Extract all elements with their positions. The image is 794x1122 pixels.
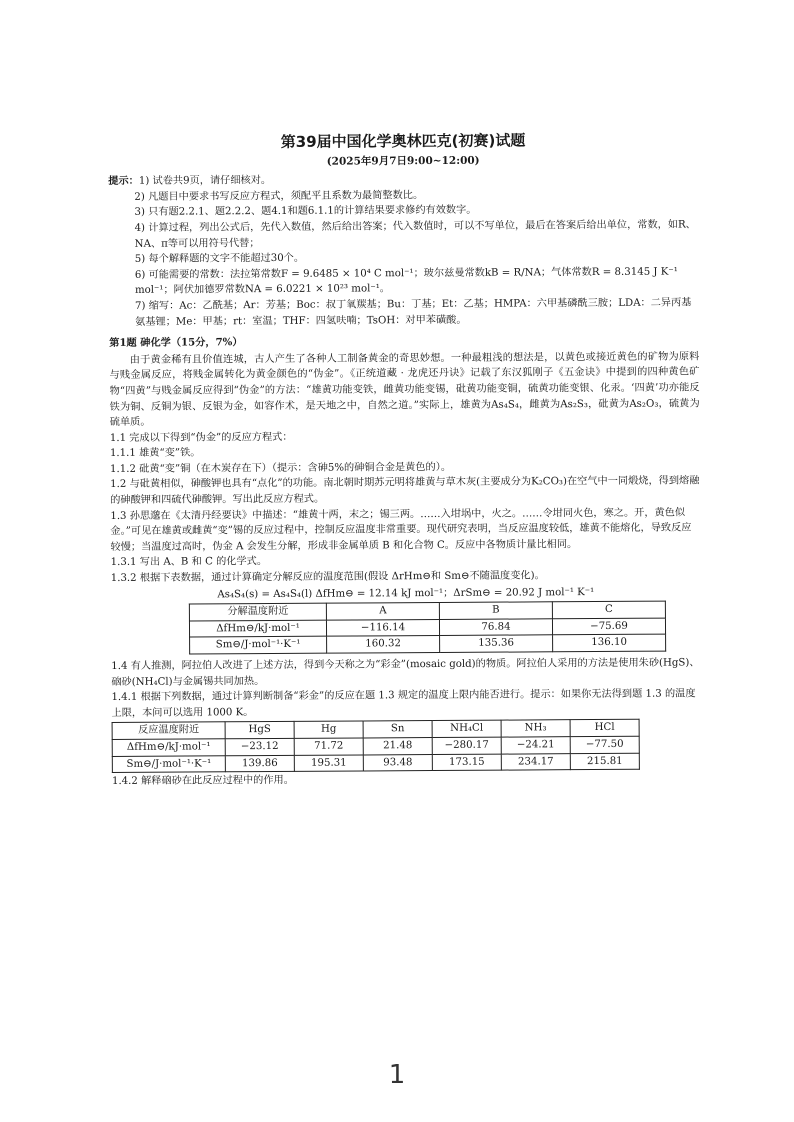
question-1-intro: 由于黄金稀有且价值连城，古人产生了各种人工制备黄金的奇思妙想。一种最粗浅的想法是，以黄色或接近黄色的矿物为原料与贱金属反应，将贱金属转化为黄金颜色的“伪金”。《正统道藏 · 龙虎还丹诀》记载了东汉狐刚子《五金诀》中提到的四种黄色矿物“四黄”与贱金属反应得到“伪金”的方法：“雄黄功能变铁，雌黄功能变锡，砒黄功能变铜，硫黄功能变银、化汞。‘四黄’功亦能反铁为铜、反铜为银、反银为金，如容作术，是天地之中，自然之道。”实际上，雄黄为As₄S₄，雌黄为As₂S₃，砒黄为As₂O₃，硫黄为硫单质。 [109, 351, 700, 429]
q1-4-1: 1.4.1 根据下列数据，通过计算判断制备“彩金”的反应在题 1.3 规定的温度上限内能否进行。提示：如果你无法得到题 1.3 的温度上限，本问可以选用 1000 K。 [111, 688, 696, 719]
table-header-cell: 分解温度附近 [189, 603, 326, 620]
table-cell: 215.81 [570, 753, 639, 770]
table-cell: 135.36 [440, 635, 553, 652]
q1-4-2: 1.4.2 解释硇砂在此反应过程中的作用。 [111, 775, 294, 788]
decomposition-data-table [189, 601, 666, 655]
question-1-heading: 第1题 砷化学（15分，7%） [109, 336, 243, 350]
table-cell: Sm⊖/J·mol⁻¹·K⁻¹ [190, 637, 327, 654]
exam-page [108, 132, 702, 789]
table-cell: Sm⊖/J·mol⁻¹·K⁻¹ [112, 755, 225, 772]
table-header-cell: 反应温度附近 [112, 722, 225, 739]
table-header-cell: B [439, 602, 552, 619]
mosaic-gold-data-table [112, 719, 640, 773]
table-header-cell: HCl [570, 720, 639, 737]
table-cell: −23.12 [225, 738, 294, 755]
note-6: 6) 可能需要的常数：法拉第常数F = 9.6485 × 10⁴ C mol⁻¹；玻尔兹曼常数kB = R/NA；气体常数R = 8.3145 J K⁻¹ mol⁻¹；阿伏加德罗常数NA = 6.0221 × 10²³ mol⁻¹。 [134, 266, 678, 297]
note-2: 2) 凡题目中要求书写反应方程式，须配平且系数为最简整数比。 [134, 189, 424, 203]
table-cell: −75.69 [552, 618, 665, 635]
notes-section [108, 171, 699, 331]
q1-4: 1.4 有人推测，阿拉伯人改进了上述方法，得到今天称之为“彩金”(mosaic gold)的物质。阿拉伯人采用的方法是使用朱砂(HgS)、硇砂(NH₄Cl)与金属锡共同加热。 [111, 657, 700, 688]
table-header-cell: NH₄Cl [432, 720, 501, 737]
exam-date: (2025年9月7日9:00~12:00) [326, 154, 480, 168]
table-cell: ΔfHm⊖/kJ·mol⁻¹ [112, 739, 225, 756]
q1-3-1: 1.3.1 写出 A、B 和 C 的化学式。 [110, 556, 268, 569]
table-cell: −77.50 [570, 736, 639, 753]
q1-1-1: 1.1.1 雄黄“变”铁。 [109, 447, 201, 460]
table-cell: 93.48 [363, 754, 432, 771]
table-cell: ΔfHm⊖/kJ·mol⁻¹ [189, 620, 326, 637]
q1-1: 1.1 完成以下得到“伪金”的反应方程式： [109, 431, 293, 444]
table-header-cell: Hg [294, 721, 363, 738]
table-row [112, 753, 639, 773]
table-cell: −280.17 [432, 737, 501, 754]
table-header-cell: C [552, 601, 665, 618]
table-row [190, 635, 666, 655]
table-cell: 234.17 [501, 753, 570, 770]
notes-lead: 提示： [108, 175, 139, 188]
table-header-cell: A [326, 603, 439, 620]
table-cell: 195.31 [294, 755, 363, 772]
note-4: 4) 计算过程，列出公式后，先代入数值，然后给出答案；代入数值时，可以不写单位，最后在答案后给出单位，常数，如R、NA、π等可以用符号代替； [134, 219, 696, 250]
table-cell: 139.86 [225, 755, 294, 772]
table-header-cell: NH₃ [501, 720, 570, 737]
melting-equation: As₄S₄(s) = As₄S₄(l) ΔfHm⊖ = 12.14 kJ mol⁻¹；ΔrSm⊖ = 20.92 J mol⁻¹ K⁻¹ [217, 586, 595, 600]
table-cell: 71.72 [294, 738, 363, 755]
table-cell: 76.84 [439, 619, 552, 636]
note-5: 5) 每个解释题的文字不能超过30个。 [134, 252, 305, 265]
table-cell: −24.21 [501, 737, 570, 754]
note-7: 7) 缩写：Ac：乙酰基；Ar：芳基；Boc：叔丁氧羰基；Bu：丁基；Et：乙基；HMPA：六甲基磷酰三胺；LDA：二异丙基氨基锂；Me：甲基；rt：室温；THF：四氢呋喃；TsOH：对甲苯磺酸。 [135, 297, 692, 328]
note-1: 提示：1) 试卷共9页，请仔细核对。 [108, 175, 272, 188]
q1-3: 1.3 孙思邈在《太清丹经要诀》中描述：“雄黄十两，末之；锡三两。……入坩埚中，火之。……令坩同火色，寒之。开，黄色似金。”可见在雄黄或雌黄“变”锡的反应过程中，控制反应温度非常重要。现代研究表明，当反应温度较低，雄黄不能熔化，导致反应较慢；当温度过高时，伪金 A 会发生分解，形成非金属单质 B 和化合物 C。反应中各物质计量比相同。 [110, 507, 692, 553]
note-3: 3) 只有题2.2.1、题2.2.2、题4.1和题6.1.1的计算结果要求修约有效数字。 [134, 205, 477, 219]
page-number: 1 [388, 1060, 406, 1090]
q1-1-2: 1.1.2 砒黄“变”铜（在木炭存在下）（提示：含砷5%的砷铜合金是黄色的）。 [110, 461, 452, 475]
table-cell: −116.14 [326, 619, 439, 636]
table-cell: 136.10 [553, 635, 666, 652]
table-header-cell: Sn [363, 721, 432, 738]
exam-title: 第39届中国化学奥林匹克(初赛)试题 [280, 131, 526, 151]
table-header-cell: HgS [225, 722, 294, 739]
q1-3-2: 1.3.2 根据下表数据，通过计算确定分解反应的温度范围(假设 ΔrHm⊖和 Sm⊖不随温度变化)。 [110, 570, 545, 585]
q1-2: 1.2 与砒黄相似，砷酸钾也具有“点化”的功能。南北朝时期苏元明将雄黄与草木灰(主要成分为K₂CO₃)在空气中一同煅烧，得到熔融的砷酸钾和四硫代砷酸钾。写出此反应方程式。 [110, 475, 700, 507]
table-cell: 160.32 [327, 636, 440, 653]
table-cell: 173.15 [432, 754, 501, 771]
table-cell: 21.48 [363, 737, 432, 754]
